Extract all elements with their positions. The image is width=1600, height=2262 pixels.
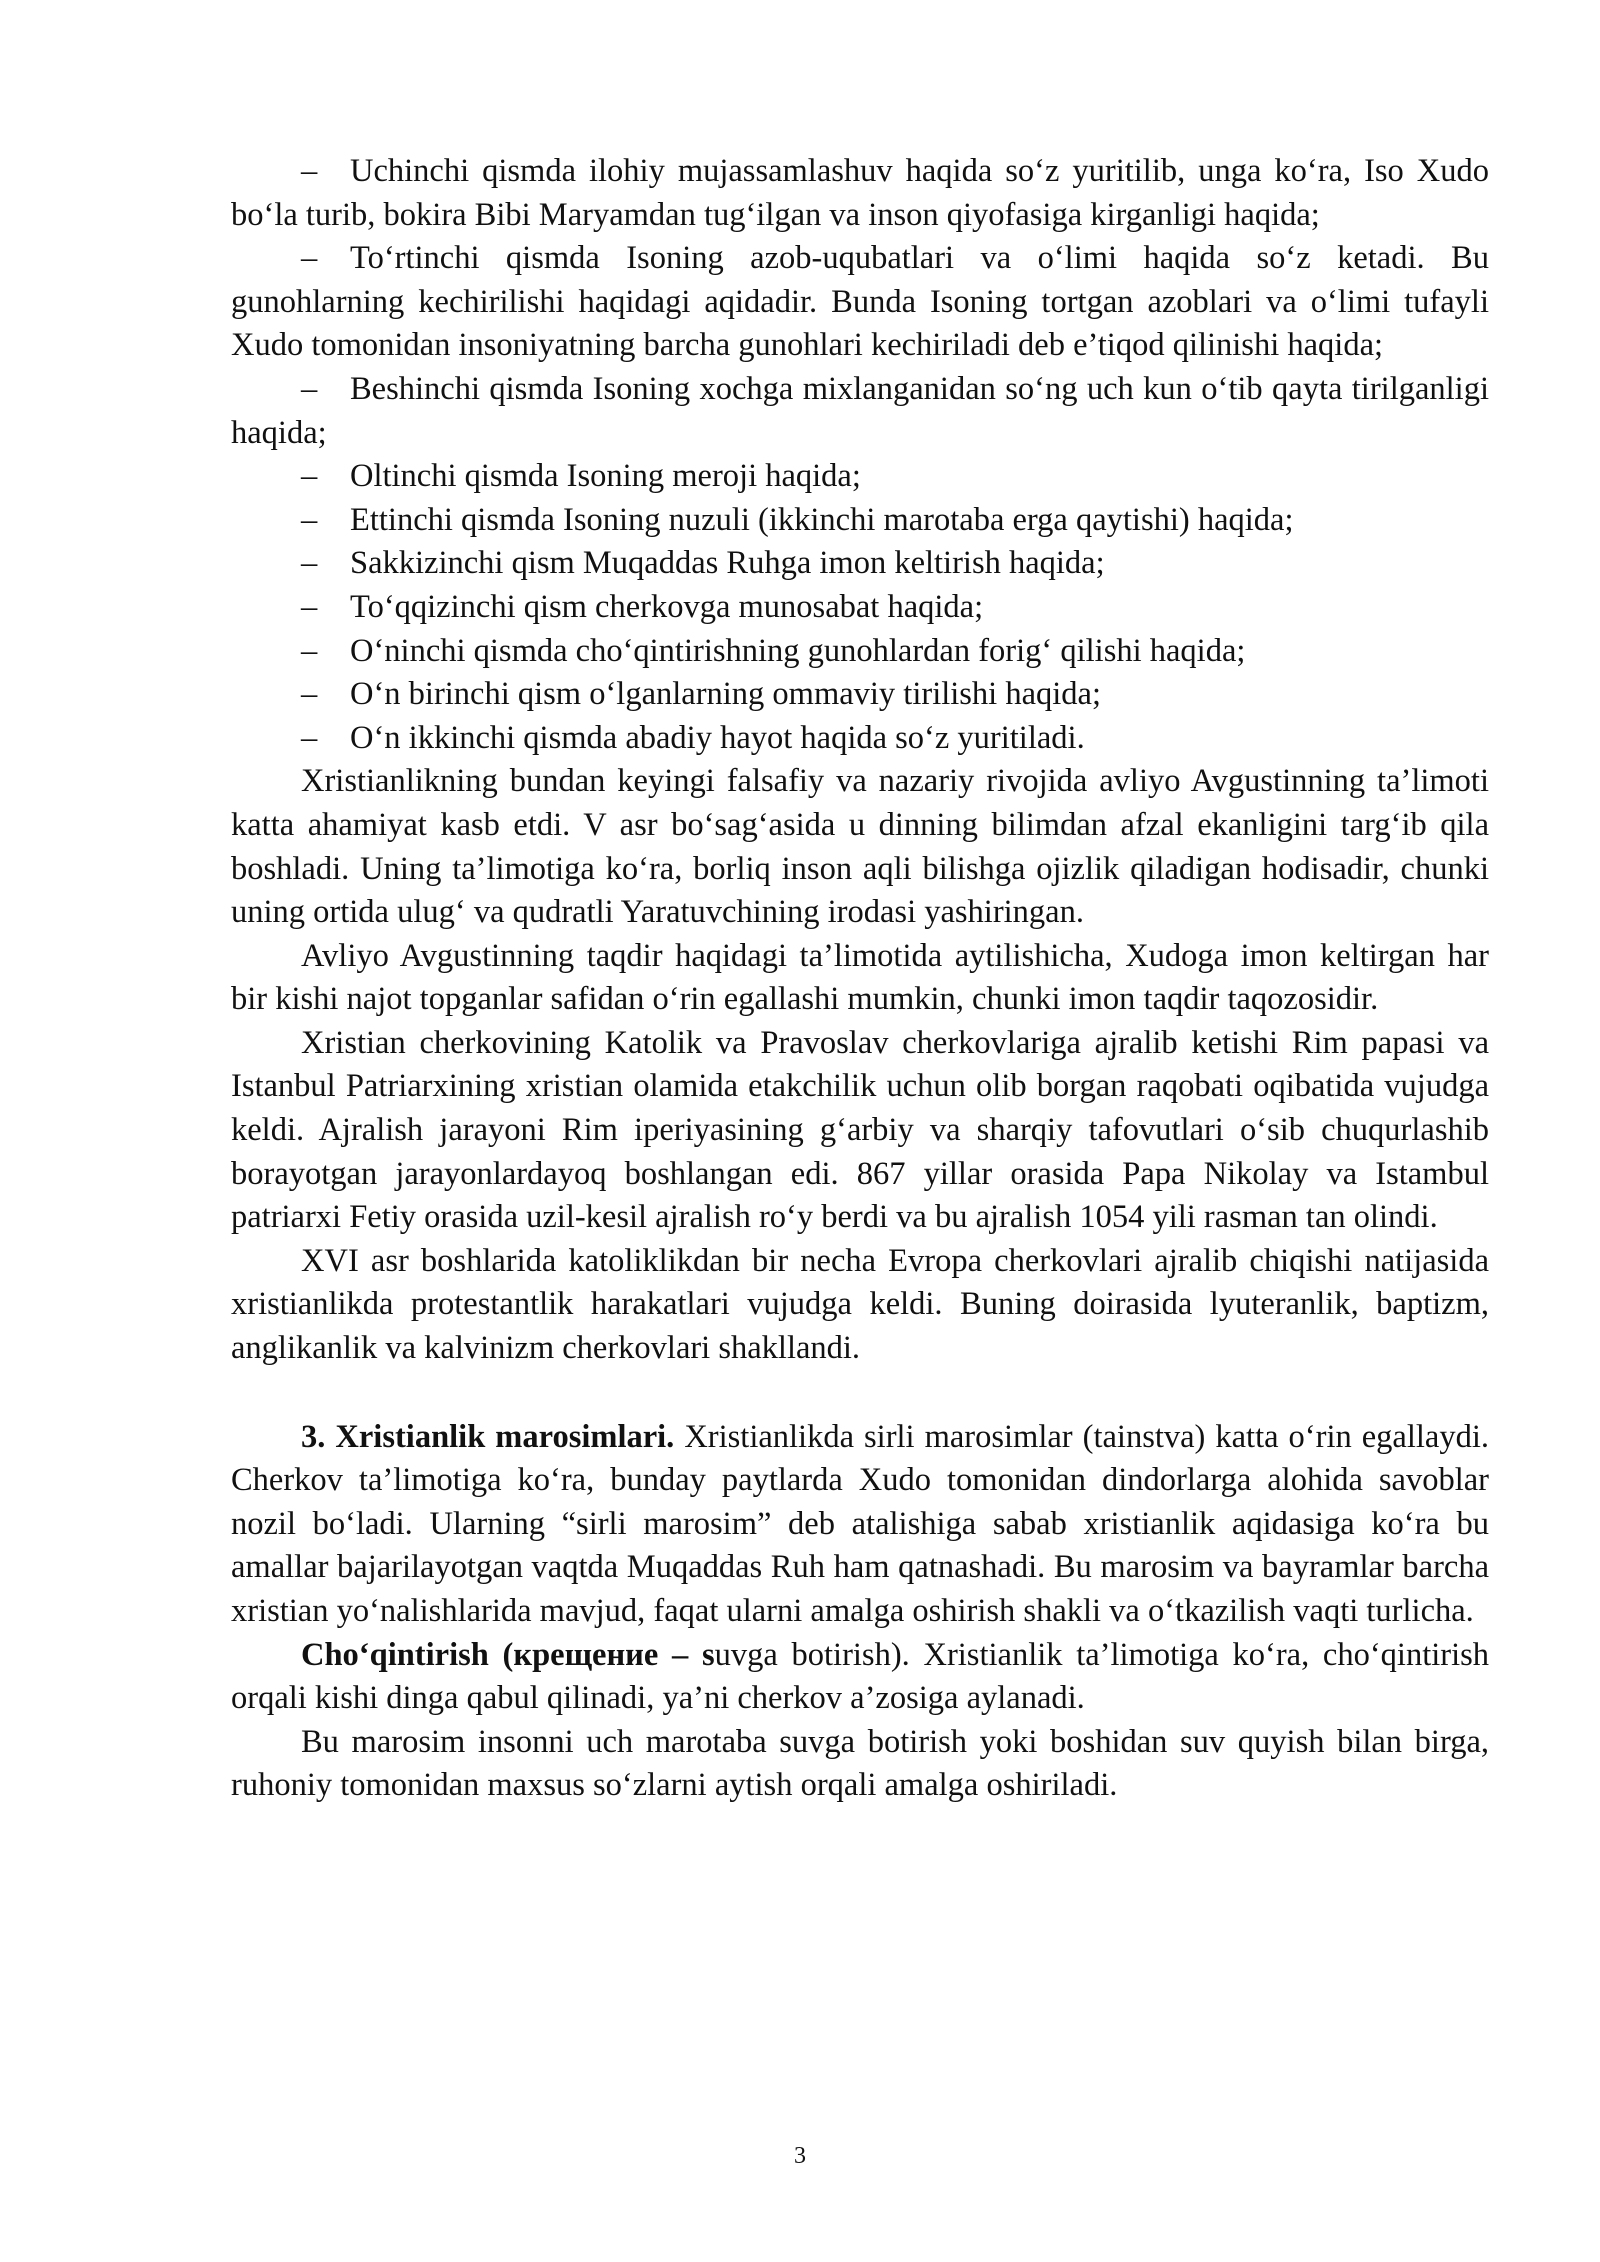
document-page bbox=[231, 150, 1489, 1808]
section-heading: 3. Xristianlik marosimlari. bbox=[301, 1418, 675, 1455]
list-item bbox=[231, 542, 1489, 586]
list-item bbox=[231, 455, 1489, 499]
list-item bbox=[231, 150, 1489, 237]
list-item bbox=[231, 630, 1489, 674]
baptism-paragraph bbox=[231, 1634, 1489, 1721]
dash-marker: – bbox=[301, 370, 318, 407]
list-item-text: Sakkizinchi qism Muqaddas Ruhga imon keltirish haqida; bbox=[350, 545, 1105, 582]
section-text: Xristianlikda sirli marosimlar (tainstva) katta o‘rin egallaydi. Cherkov ta’limotiga ko‘ra, bunday paytlarda Xudo tomonidan dindorlarga alohida savoblar nozil bo‘ladi. Ularning “sirli marosim” deb atalishiga sabab xristianlik aqidasiga ko‘ra bu amallar bajarilayotgan vaqtda Muqaddas Ruh ham qatnashadi. Bu marosim va bayramlar barcha xristian yo‘nalishlarida mavjud, faqat ularni amalga oshirish shakli va o‘tkazilish vaqti turlicha. bbox=[231, 1418, 1489, 1629]
paragraph-baptism-ritual: Bu marosim insonni uch marotaba suvga botirish yoki boshidan suv quyish bilan birga, ruhoniy tomonidan maxsus so‘zlarni aytish orqali amalga oshiriladi. bbox=[231, 1723, 1489, 1804]
list-item-text: Beshinchi qismda Isoning xochga mixlanganidan so‘ng uch kun o‘tib qayta tirilganligi haqida; bbox=[231, 370, 1489, 451]
list-item bbox=[231, 499, 1489, 543]
list-section bbox=[231, 150, 1489, 760]
baptism-text: Xristianlik ta’limotiga ko‘ra, cho‘qintirish orqali kishi dinga qabul qilinadi, ya’ni cherkov a’zosiga aylanadi. bbox=[231, 1636, 1489, 1717]
baptism-heading: Cho‘qintirish (крещение – s bbox=[301, 1636, 715, 1673]
paragraph-protestantism: XVI asr boshlarida katoliklikdan bir necha Evropa cherkovlari ajralib chiqishi natijasida xristianlikda protestantlik harakatlari vujudga keldi. Buning doirasida lyuteranlik, baptizm, anglikanlik va kalvinizm cherkovlari shakllandi. bbox=[231, 1242, 1489, 1367]
dash-marker: – bbox=[301, 458, 318, 495]
dash-marker: – bbox=[301, 545, 318, 582]
section-spacer bbox=[231, 1371, 1489, 1416]
list-item-text: To‘rtinchi qismda Isoning azob-uqubatlari va o‘limi haqida so‘z ketadi. Bu gunohlarning kechirilishi haqidagi aqidadir. Bunda Isoning tortgan azoblari va o‘limi tufayli Xudo tomonidan insoniyatning barcha gunohlari kechiriladi deb e’tiqod qilinishi haqida; bbox=[231, 240, 1489, 364]
dash-marker: – bbox=[301, 676, 318, 713]
dash-marker: – bbox=[301, 240, 318, 277]
list-item bbox=[231, 717, 1489, 761]
list-item bbox=[231, 586, 1489, 630]
paragraph-schism: Xristian cherkovining Katolik va Pravoslav cherkovlariga ajralib ketishi Rim papasi va Istanbul Patriarxining xristian olamida etakchilik uchun olib borgan raqobati oqibatida vujudga keldi. Ajralish jarayoni Rim iperiyasining g‘arbiy va sharqiy tafovutlari o‘sib chuqurlashib borayotgan jarayonlardayoq boshlangan edi. 867 yillar orasida Papa Nikolay va Istambul patriarxi Fetiy orasida uzil-kesil ajralish ro‘y berdi va bu ajralish 1054 yili rasman tan olindi. bbox=[231, 1024, 1489, 1236]
paragraph-predestination: Avliyo Avgustinning taqdir haqidagi ta’limotida aytilishicha, Xudoga imon keltirgan har bir kishi najot topganlar safidan o‘rin egallashi mumkin, chunki imon taqdir taqozosidir. bbox=[231, 937, 1489, 1018]
list-item-text: Ettinchi qismda Isoning nuzuli (ikkinchi marotaba erga qaytishi) haqida; bbox=[350, 501, 1294, 538]
list-item bbox=[231, 237, 1489, 368]
dash-marker: – bbox=[301, 588, 318, 625]
paragraph-augustine: Xristianlikning bundan keyingi falsafiy va nazariy rivojida avliyo Avgustinning ta’limoti katta ahamiyat kasb etdi. V asr bo‘sag‘asida u dinning bilimdan afzal ekanligini targ‘ib qila boshladi. Uning ta’limotiga ko‘ra, borliq inson aqli bilishga ojizlik qiladigan hodisadir, chunki uning ortida ulug‘ va qudratli Yaratuvchining irodasi yashiringan. bbox=[231, 763, 1489, 931]
section-rituals-paragraph bbox=[231, 1416, 1489, 1634]
page-number: 3 bbox=[794, 2143, 806, 2169]
baptism-heading-tail: uvga botirish). bbox=[714, 1636, 910, 1673]
list-item bbox=[231, 673, 1489, 717]
list-item bbox=[231, 368, 1489, 455]
dash-marker: – bbox=[301, 501, 318, 538]
list-item-text: To‘qqizinchi qism cherkovga munosabat haqida; bbox=[350, 588, 984, 625]
list-item-text: O‘n ikkinchi qismda abadiy hayot haqida so‘z yuritiladi. bbox=[350, 719, 1085, 756]
dash-marker: – bbox=[301, 153, 318, 189]
list-item-text: Uchinchi qismda ilohiy mujassamlashuv haqida so‘z yuritilib, unga ko‘ra, Iso Xudo bo‘la turib, bokira Bibi Maryamdan tug‘ilgan va inson qiyofasiga kirganligi haqida; bbox=[231, 153, 1489, 233]
dash-marker: – bbox=[301, 632, 318, 669]
list-item-text: Oltinchi qismda Isoning meroji haqida; bbox=[350, 458, 861, 495]
list-item-text: O‘ninchi qismda cho‘qintirishning gunohlardan forig‘ qilishi haqida; bbox=[350, 632, 1246, 669]
list-item-text: O‘n birinchi qism o‘lganlarning ommaviy tirilishi haqida; bbox=[350, 676, 1101, 713]
dash-marker: – bbox=[301, 719, 318, 756]
